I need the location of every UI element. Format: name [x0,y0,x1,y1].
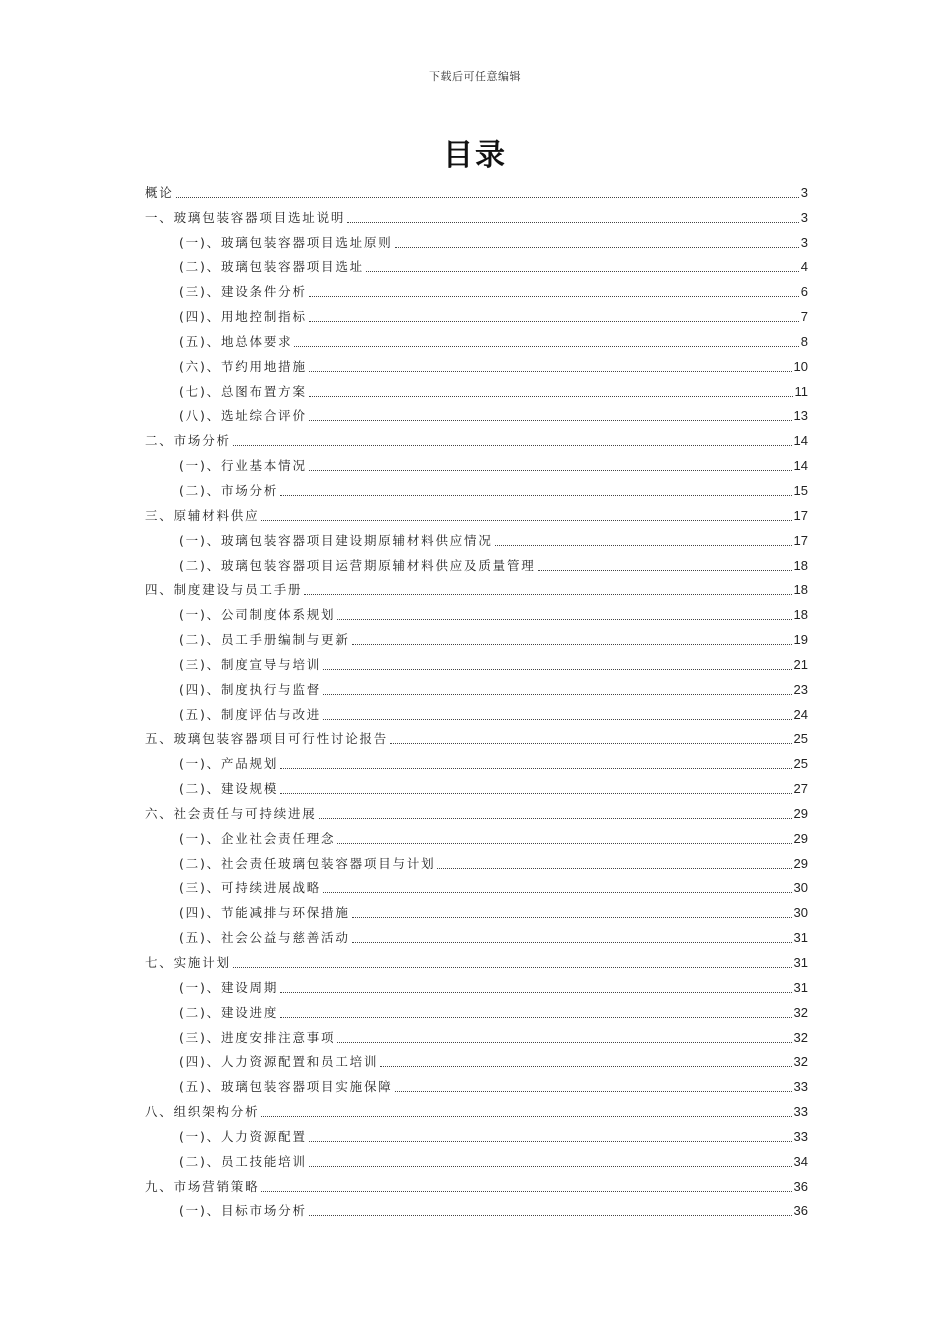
toc-subsection-entry[interactable] [145,698,808,723]
toc-section-entry[interactable] [145,1170,808,1195]
table-of-contents [145,176,808,1219]
toc-entry-page-number: 8 [800,333,808,349]
toc-entry-label: (七)、总图布置方案 [179,383,307,399]
toc-entry-label: 八、组织架构分析 [145,1104,260,1120]
toc-entry-label: (一)、目标市场分析 [179,1203,307,1219]
toc-dot-leader [280,1017,791,1018]
toc-entry-label: (二)、员工手册编制与更新 [179,632,350,648]
toc-entry-label: (二)、玻璃包装容器项目选址 [179,259,364,275]
toc-dot-leader [280,992,791,993]
toc-dot-leader [309,470,792,471]
toc-subsection-entry[interactable] [145,350,808,375]
toc-entry-page-number: 30 [793,905,808,921]
toc-entry-page-number: 25 [793,756,808,772]
toc-entry-label: 三、原辅材料供应 [145,507,260,523]
toc-dot-leader [323,892,791,893]
toc-section-entry[interactable] [145,574,808,599]
toc-entry-label: (一)、行业基本情况 [179,458,307,474]
toc-entry-page-number: 18 [793,607,808,623]
toc-section-entry[interactable] [145,201,808,226]
toc-entry-label: (五)、地总体要求 [179,333,293,349]
toc-entry-label: (六)、节约用地措施 [179,358,307,374]
toc-entry-label: (二)、建设规模 [179,781,279,797]
toc-entry-label: (一)、玻璃包装容器项目选址原则 [179,234,393,250]
toc-dot-leader [309,396,793,397]
toc-subsection-entry[interactable] [145,325,808,350]
toc-entry-page-number: 34 [793,1153,808,1169]
toc-section-entry[interactable] [145,176,808,201]
toc-subsection-entry[interactable] [145,872,808,897]
toc-subsection-entry[interactable] [145,1195,808,1220]
toc-entry-page-number: 6 [800,284,808,300]
toc-entry-label: (五)、制度评估与改进 [179,706,322,722]
toc-dot-leader [280,495,791,496]
toc-entry-page-number: 24 [793,706,808,722]
toc-entry-label: 九、市场营销策略 [145,1178,260,1194]
header-note: 下载后可任意编辑 [429,70,521,83]
toc-dot-leader [233,445,792,446]
toc-dot-leader [319,818,792,819]
toc-subsection-entry[interactable] [145,971,808,996]
toc-entry-page-number: 29 [793,830,808,846]
toc-subsection-entry[interactable] [145,1145,808,1170]
toc-dot-leader [280,768,791,769]
toc-section-entry[interactable] [145,499,808,524]
toc-dot-leader [352,942,792,943]
toc-entry-page-number: 18 [793,582,808,598]
toc-entry-page-number: 32 [793,1054,808,1070]
toc-entry-page-number: 15 [793,482,808,498]
toc-entry-label: (一)、人力资源配置 [179,1128,307,1144]
toc-entry-page-number: 4 [800,259,808,275]
toc-entry-page-number: 31 [793,955,808,970]
toc-subsection-entry[interactable] [145,673,808,698]
toc-dot-leader [323,694,791,695]
toc-subsection-entry[interactable] [145,1046,808,1071]
toc-entry-page-number: 3 [800,234,808,250]
toc-entry-page-number: 23 [793,681,808,697]
toc-subsection-entry[interactable] [145,747,808,772]
toc-subsection-entry[interactable] [145,226,808,251]
toc-dot-leader [294,346,798,347]
toc-entry-label: (八)、选址综合评价 [179,408,307,424]
toc-subsection-entry[interactable] [145,375,808,400]
toc-subsection-entry[interactable] [145,921,808,946]
toc-section-entry[interactable] [145,424,808,449]
toc-subsection-entry[interactable] [145,648,808,673]
toc-entry-label: (三)、制度宣导与培训 [179,656,322,672]
toc-dot-leader [309,296,799,297]
toc-subsection-entry[interactable] [145,275,808,300]
toc-section-entry[interactable] [145,946,808,971]
toc-entry-label: (三)、进度安排注意事项 [179,1029,336,1045]
toc-entry-label: 六、社会责任与可持续进展 [145,805,317,821]
toc-dot-leader [309,1215,792,1216]
toc-dot-leader [309,1141,792,1142]
toc-dot-leader [233,967,792,968]
toc-entry-page-number: 17 [793,532,808,548]
toc-entry-page-number: 18 [793,557,808,573]
toc-entry-page-number: 36 [793,1178,808,1194]
toc-dot-leader [395,247,799,248]
toc-dot-leader [304,594,791,595]
toc-title: 目录 [443,138,507,173]
toc-entry-label: (四)、节能减排与环保措施 [179,905,350,921]
toc-entry-page-number: 29 [793,855,808,871]
toc-entry-page-number: 10 [793,358,808,374]
toc-subsection-entry[interactable] [145,1021,808,1046]
toc-entry-page-number: 3 [800,209,808,225]
toc-entry-label: (二)、建设进度 [179,1004,279,1020]
toc-dot-leader [395,1091,792,1092]
toc-entry-label: (三)、建设条件分析 [179,284,307,300]
toc-subsection-entry[interactable] [145,400,808,425]
toc-entry-page-number: 32 [793,1029,808,1045]
toc-dot-leader [390,743,791,744]
toc-entry-label: (一)、企业社会责任理念 [179,830,336,846]
toc-dot-leader [347,222,799,223]
toc-entry-label: (四)、人力资源配置和员工培训 [179,1054,379,1070]
toc-entry-page-number: 14 [793,433,808,449]
toc-entry-label: (一)、建设周期 [179,979,279,995]
toc-entry-page-number: 14 [793,458,808,474]
toc-subsection-entry[interactable] [145,449,808,474]
toc-dot-leader [309,371,792,372]
toc-entry-page-number: 31 [793,979,808,995]
toc-dot-leader [352,644,792,645]
toc-dot-leader [337,1042,791,1043]
toc-entry-label: (二)、玻璃包装容器项目运营期原辅材料供应及质量管理 [179,557,536,573]
toc-entry-label: 五、玻璃包装容器项目可行性讨论报告 [145,731,389,747]
toc-entry-page-number: 25 [793,731,808,747]
toc-dot-leader [309,420,792,421]
toc-entry-label: (四)、用地控制指标 [179,309,307,325]
toc-section-entry[interactable] [145,723,808,748]
toc-entry-page-number: 17 [793,507,808,523]
toc-entry-label: (一)、产品规划 [179,756,279,772]
toc-dot-leader [495,545,792,546]
toc-entry-label: 一、玻璃包装容器项目选址说明 [145,209,346,225]
toc-subsection-entry[interactable] [145,524,808,549]
toc-entry-page-number: 30 [793,880,808,896]
toc-entry-page-number: 7 [800,309,808,325]
toc-dot-leader [309,1166,792,1167]
toc-subsection-entry[interactable] [145,549,808,574]
toc-subsection-entry[interactable] [145,623,808,648]
toc-entry-page-number: 29 [793,805,808,821]
toc-entry-label: 四、制度建设与员工手册 [145,582,303,598]
toc-dot-leader [280,793,791,794]
toc-entry-page-number: 27 [793,781,808,797]
toc-subsection-entry[interactable] [145,847,808,872]
toc-entry-page-number: 21 [793,656,808,672]
toc-entry-label: (二)、社会责任玻璃包装容器项目与计划 [179,855,436,871]
toc-dot-leader [309,321,799,322]
toc-dot-leader [323,669,791,670]
toc-entry-label: 二、市场分析 [145,433,231,449]
toc-entry-page-number: 36 [793,1203,808,1219]
toc-dot-leader [261,1191,791,1192]
toc-subsection-entry[interactable] [145,822,808,847]
toc-entry-label: (五)、玻璃包装容器项目实施保障 [179,1079,393,1095]
toc-entry-page-number: 33 [793,1104,808,1120]
toc-entry-page-number: 32 [793,1004,808,1020]
toc-subsection-entry[interactable] [145,474,808,499]
toc-dot-leader [366,271,799,272]
toc-subsection-entry[interactable] [145,896,808,921]
toc-entry-label: (二)、市场分析 [179,482,279,498]
toc-subsection-entry[interactable] [145,772,808,797]
toc-entry-label: (一)、玻璃包装容器项目建设期原辅材料供应情况 [179,532,493,548]
toc-entry-label: (二)、员工技能培训 [179,1153,307,1169]
toc-dot-leader [380,1066,791,1067]
toc-dot-leader [261,1116,791,1117]
toc-entry-label: 概论 [145,184,174,200]
toc-subsection-entry[interactable] [145,251,808,276]
toc-dot-leader [337,843,791,844]
toc-dot-leader [337,619,791,620]
toc-entry-page-number: 19 [793,632,808,648]
toc-entry-label: (五)、社会公益与慈善活动 [179,930,350,946]
toc-entry-label: 七、实施计划 [145,955,231,970]
toc-entry-page-number: 3 [800,184,808,200]
toc-entry-page-number: 13 [793,408,808,424]
toc-section-entry[interactable] [145,797,808,822]
toc-dot-leader [352,917,792,918]
toc-entry-page-number: 33 [793,1128,808,1144]
toc-entry-label: (一)、公司制度体系规划 [179,607,336,623]
toc-entry-page-number: 31 [793,930,808,946]
toc-entry-label: (三)、可持续进展战略 [179,880,322,896]
toc-subsection-entry[interactable] [145,1070,808,1095]
toc-dot-leader [323,719,791,720]
toc-section-entry[interactable] [145,1095,808,1120]
toc-dot-leader [261,520,791,521]
toc-subsection-entry[interactable] [145,300,808,325]
toc-subsection-entry[interactable] [145,598,808,623]
toc-entry-label: (四)、制度执行与监督 [179,681,322,697]
toc-entry-page-number: 33 [793,1079,808,1095]
toc-dot-leader [437,868,791,869]
toc-subsection-entry[interactable] [145,1120,808,1145]
toc-subsection-entry[interactable] [145,996,808,1021]
toc-entry-page-number: 11 [794,383,808,399]
toc-dot-leader [538,570,792,571]
toc-dot-leader [176,197,799,198]
